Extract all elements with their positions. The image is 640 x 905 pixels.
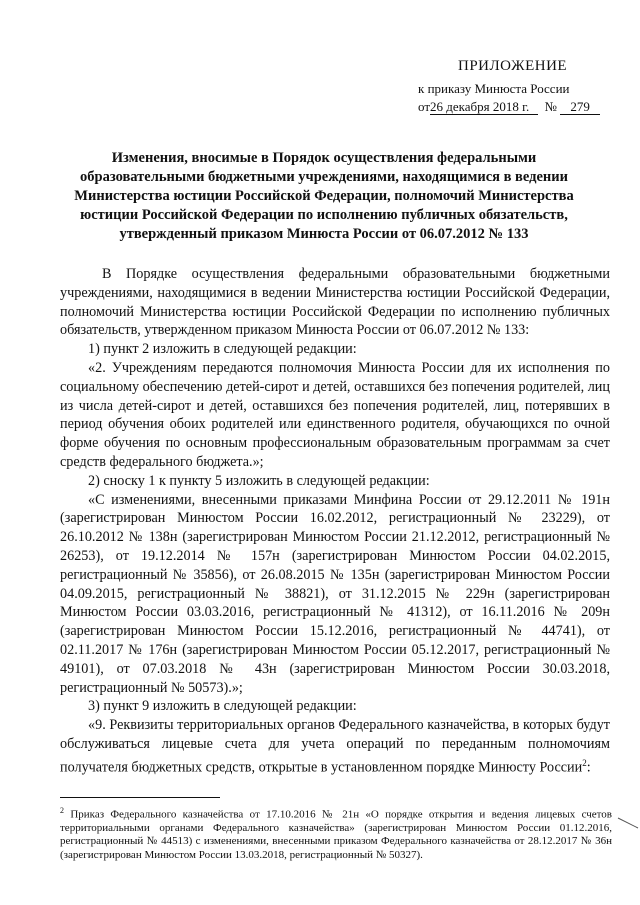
item-3: 3) пункт 9 изложить в следующей редакции:: [88, 698, 357, 715]
item-1-text: «2. Учреждениям передаются полномочия Минюста России для их исполнения по социальному обеспечению детей-сирот и детей, оставшихся без попечения родителей, лиц из числа детей-сирот и детей, оставшихся без попечения родителей, лиц, потерявших в период обучения обоих родителей или единственного родителя, обучающихся по очной форме обучения по основным профессиональным образовательным программам за счет средств федерального бюджета.»;: [60, 359, 610, 470]
document-body: [60, 265, 610, 777]
item-1: 1) пункт 2 изложить в следующей редакции:: [88, 341, 357, 358]
appendix-order-line: к приказу Минюста России: [418, 81, 570, 96]
order-number: 279: [560, 100, 600, 115]
item-2: 2) сноску 1 к пункту 5 изложить в следующей редакции:: [88, 472, 430, 489]
footnote-marker: 2: [60, 806, 64, 815]
appendix-header: [418, 58, 618, 115]
footnote-divider: [60, 797, 220, 798]
item-3-text: [60, 716, 610, 777]
number-label: №: [544, 99, 557, 114]
footnote-text: Приказ Федерального казначейства от 17.10.2016 № 21н «О порядке открытия и ведения лицевых счетов территориальными органами Федерального казначейства» (зарегистрирован Минюстом России 01.12.2016, регистрационный № 44513) с изменениями, внесенными приказом Федерального казначейства от 28.12.2017 № 36н (зарегистрирован Минюстом России 13.03.2018, регистрационный № 50327).: [60, 808, 613, 861]
appendix-date-line: [418, 99, 618, 115]
appendix-heading: ПРИЛОЖЕНИЕ: [458, 58, 568, 74]
pen-stroke-mark: [617, 817, 639, 829]
footnote-ref: 2: [582, 757, 587, 768]
document-title: Изменения, вносимые в Порядок осуществления федеральными образовательными бюджетными учреждениями, находящимися в ведении Министерства юстиции Российской Федерации, полномочий Министерства юстиции Российской Федерации по исполнению публичных обязательств, утвержденный приказом Минюста России от 06.07.2012 № 133: [74, 150, 574, 242]
item-3-text-main: «9. Реквизиты территориальных органов Федерального казначейства, в которых будут обслуживаться лицевые счета для учета операций по переданным полномочиям получателя бюджетных средств, открытые в установленном порядке Минюсту России: [60, 717, 610, 776]
order-date: 26 декабря 2018 г.: [430, 100, 538, 115]
footnote: [60, 804, 612, 862]
item-3-text-end: :: [586, 759, 591, 776]
item-2-text: «С изменениями, внесенными приказами Минфина России от 29.12.2011 № 191н (зарегистрирован Минюстом России 16.02.2012, регистрационный № 23229), от 26.10.2012 № 138н (зарегистрирован Минюстом России 21.12.2012, регистрационный № 26253), от 19.12.2014 № 157н (зарегистрирован Минюстом России 04.02.2015, регистрационный № 35856), от 26.08.2015 № 135н (зарегистрирован Минюстом России 04.09.2015, регистрационный № 38821), от 31.12.2015 № 229н (зарегистрирован Минюстом России 03.03.2016, регистрационный № 41312), от 16.11.2016 № 209н (зарегистрирован Минюстом России 15.12.2016, регистрационный № 44741), от 02.11.2017 № 176н (зарегистрирован Минюстом России 05.12.2017, регистрационный № 49101), от 07.03.2018 № 43н (зарегистрирован Минюстом России 30.03.2018, регистрационный № 50573).»;: [60, 491, 610, 696]
paragraph-intro: В Порядке осуществления федеральными образовательными бюджетными учреждениями, находящимися в ведении Министерства юстиции Российской Федерации, полномочий Министерства юстиции Российской Федерации по исполнению публичных обязательств, утвержденном приказом Минюста России от 06.07.2012 № 133:: [60, 266, 610, 339]
from-label: от: [418, 99, 431, 114]
